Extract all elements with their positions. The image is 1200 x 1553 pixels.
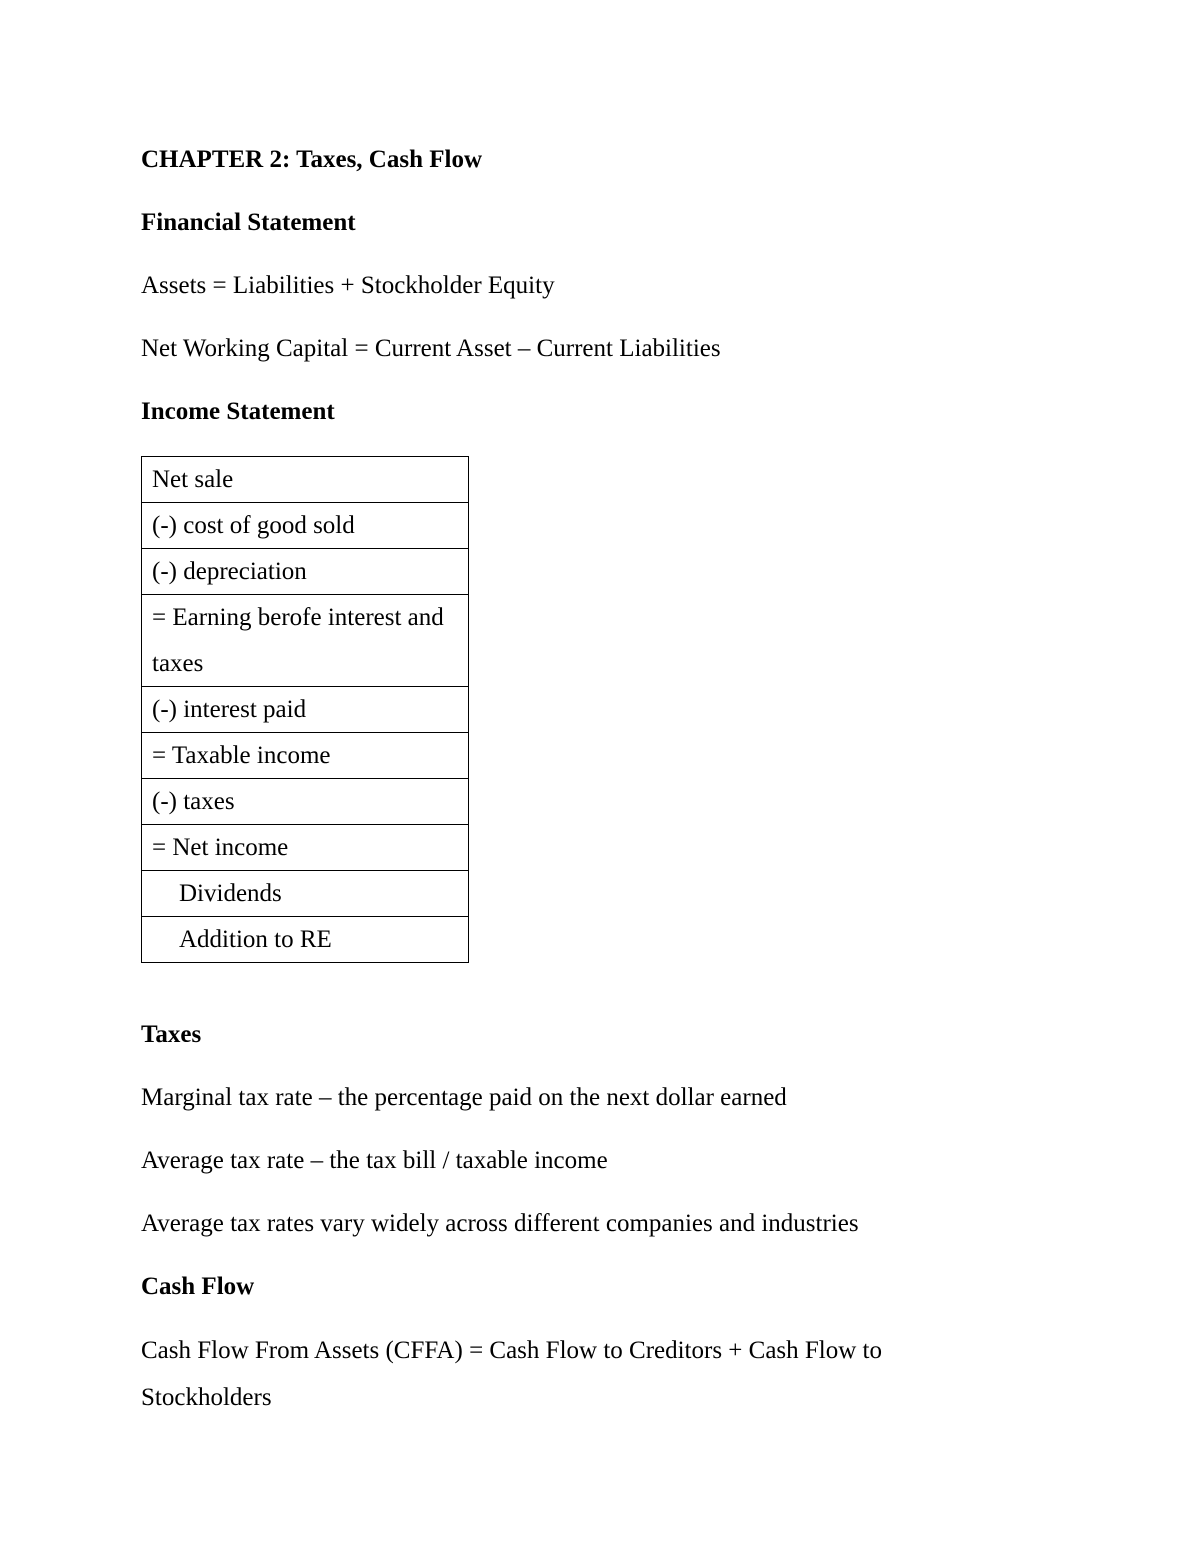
table-row bbox=[142, 549, 469, 595]
table-cell: Addition to RE bbox=[179, 926, 332, 953]
cash-flow-heading: Cash Flow bbox=[141, 1273, 255, 1300]
table-cell: Dividends bbox=[179, 880, 282, 907]
table-cell: (-) depreciation bbox=[152, 558, 307, 585]
table-cell: = Net income bbox=[152, 834, 289, 861]
average-tax-rate-text: Average tax rate – the tax bill / taxable income bbox=[141, 1147, 608, 1174]
table-cell: = Taxable income bbox=[152, 742, 331, 769]
table-row bbox=[142, 595, 469, 687]
table-row bbox=[142, 457, 469, 503]
table-cell: (-) taxes bbox=[152, 788, 235, 815]
table-cell: = Earning berofe interest and taxes bbox=[152, 604, 444, 677]
table-cell: Net sale bbox=[152, 466, 234, 493]
table-cell: (-) interest paid bbox=[152, 696, 307, 723]
table-row bbox=[142, 917, 469, 963]
table-row bbox=[142, 871, 469, 917]
net-working-capital-equation: Net Working Capital = Current Asset – Current Liabilities bbox=[141, 335, 721, 362]
average-tax-rates-vary-text: Average tax rates vary widely across different companies and industries bbox=[141, 1210, 859, 1237]
marginal-tax-rate-text: Marginal tax rate – the percentage paid on the next dollar earned bbox=[141, 1084, 787, 1111]
table-row bbox=[142, 779, 469, 825]
table-row bbox=[142, 687, 469, 733]
taxes-heading: Taxes bbox=[141, 1021, 202, 1048]
chapter-title: CHAPTER 2: Taxes, Cash Flow bbox=[141, 146, 483, 173]
table-row bbox=[142, 825, 469, 871]
financial-statement-heading: Financial Statement bbox=[141, 209, 356, 236]
table-row bbox=[142, 733, 469, 779]
cffa-equation: Cash Flow From Assets (CFFA) = Cash Flow to Creditors + Cash Flow to Stockholders bbox=[141, 1337, 883, 1411]
accounting-equation: Assets = Liabilities + Stockholder Equity bbox=[141, 272, 555, 299]
table-cell: (-) cost of good sold bbox=[152, 512, 355, 539]
income-statement-heading: Income Statement bbox=[141, 398, 335, 425]
income-statement-table bbox=[141, 456, 469, 963]
table-row bbox=[142, 503, 469, 549]
